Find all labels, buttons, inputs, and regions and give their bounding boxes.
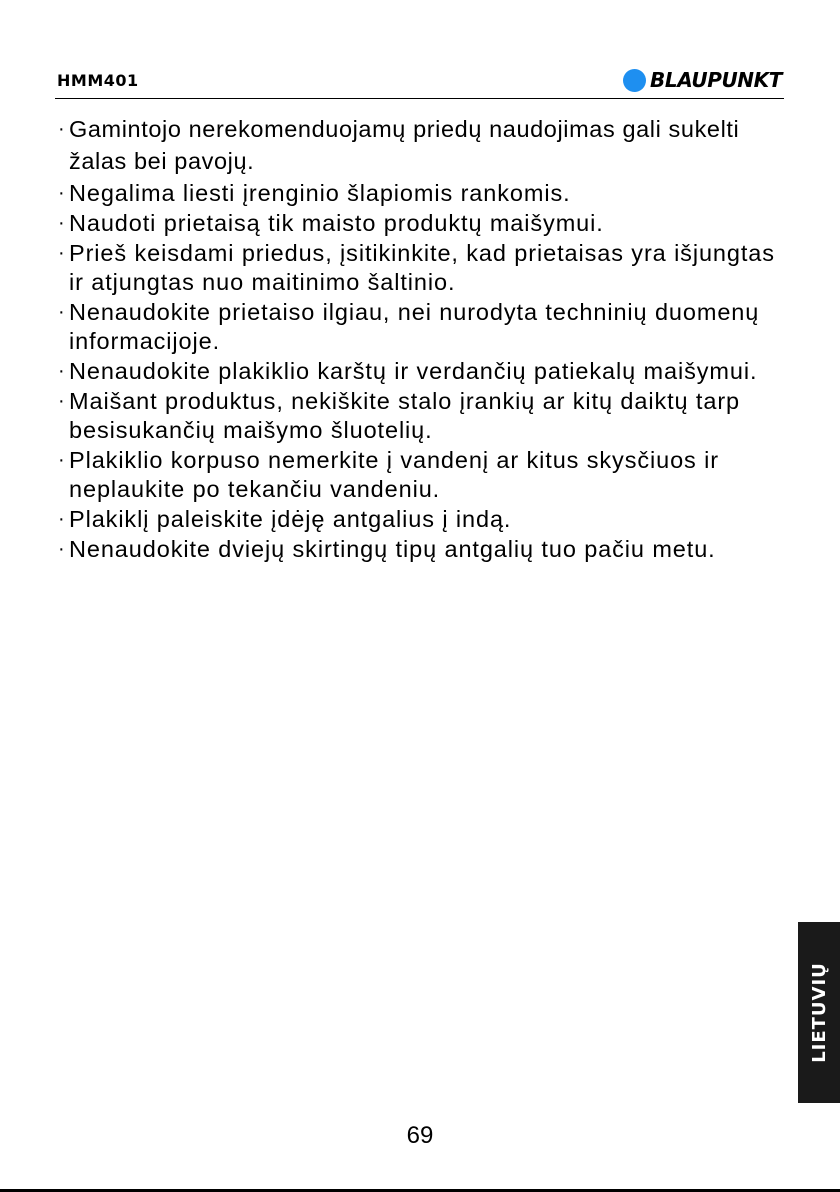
list-item-text: Nenaudokite prietaiso ilgiau, nei nurodyta techninių duomenų informacijoje. (69, 299, 760, 354)
list-item-text: Nenaudokite plakiklio karštų ir verdančių patiekalų maišymui. (69, 357, 758, 384)
list-item-text: Negalima liesti įrenginio šlapiomis rankomis. (69, 179, 571, 206)
list-item (58, 179, 788, 208)
bullet-icon: · (58, 359, 66, 382)
list-item (58, 113, 788, 177)
list-item-text: Plakiklio korpuso nemerkite į vandenį ar kitus skysčiuos ir neplaukite po tekančiu vandeniu. (69, 447, 719, 502)
bullet-icon: · (58, 118, 66, 140)
bullet-icon: · (58, 181, 66, 204)
list-item-text: Naudoti prietaisą tik maisto produktų maišymui. (69, 210, 604, 237)
list-item (58, 298, 788, 355)
list-item (58, 239, 788, 296)
list-item (58, 209, 788, 238)
brand-name: BLAUPUNKT (650, 68, 782, 92)
bullet-icon: · (58, 538, 66, 561)
brand-logo (623, 67, 782, 93)
list-item-text: Gamintojo nerekomenduojamų priedų naudojimas gali sukelti žalas bei pavojų. (69, 116, 740, 174)
language-tab (798, 922, 840, 1103)
bullet-icon: · (58, 449, 66, 472)
bullet-icon: · (58, 507, 66, 530)
bullet-icon: · (58, 390, 66, 413)
brand-dot-icon (623, 69, 646, 92)
list-item (58, 357, 788, 386)
model-number: HMM401 (57, 71, 139, 90)
bullet-icon: · (58, 301, 66, 324)
list-item-text: Plakiklį paleiskite įdėję antgalius į indą. (69, 505, 512, 532)
list-item-text: Maišant produktus, nekiškite stalo įrankių ar kitų daiktų tarp besisukančių maišymo šluotelių. (69, 388, 741, 443)
bullet-icon: · (58, 242, 66, 265)
list-item (58, 505, 788, 534)
list-item (58, 535, 788, 564)
list-item (58, 387, 788, 444)
page-header (55, 62, 784, 99)
list-item-text: Nenaudokite dviejų skirtingų tipų antgalių tuo pačiu metu. (69, 536, 716, 563)
list-item-text: Prieš keisdami priedus, įsitikinkite, kad prietaisas yra išjungtas ir atjungtas nuo maitinimo šaltinio. (69, 240, 775, 295)
safety-instructions-list (58, 113, 788, 565)
page-number: 69 (406, 1122, 434, 1149)
list-item (58, 446, 788, 503)
bullet-icon: · (58, 212, 66, 235)
language-tab-label: LIETUVIŲ (808, 962, 830, 1063)
